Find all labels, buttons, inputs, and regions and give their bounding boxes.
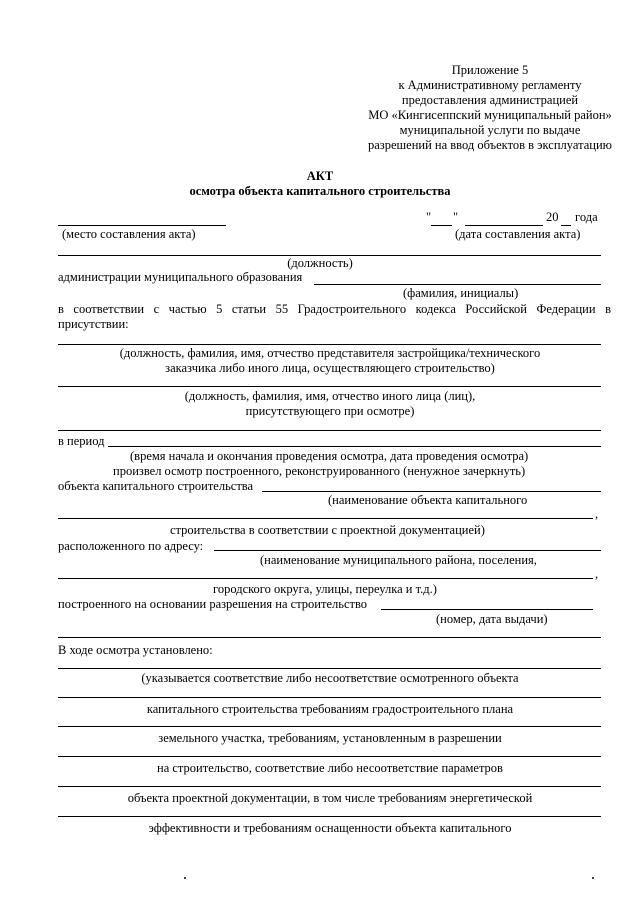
- findings-label: В ходе осмотра установлено:: [58, 643, 213, 657]
- appendix-line-3: предоставления администрацией: [401, 93, 579, 107]
- findings-caption: объекта проектной документации, в том числе требованиям энергетической: [127, 791, 533, 805]
- place-caption: (место составления акта): [62, 227, 196, 241]
- object-line: [262, 491, 601, 492]
- appendix-line-5: муниципальной услуги по выдаче: [399, 123, 581, 137]
- scan-speck: [592, 877, 594, 879]
- scan-speck: [184, 877, 186, 879]
- day-line: [431, 225, 452, 226]
- developer-line: [58, 344, 601, 345]
- findings-line-5: [58, 786, 601, 787]
- document-title: АКТ: [306, 169, 334, 183]
- address-line-2: [58, 578, 593, 579]
- month-line: [465, 225, 543, 226]
- findings-caption: эффективности и требованиям оснащенности объекта капитального: [148, 821, 512, 835]
- findings-line-2: [58, 697, 601, 698]
- period-label: в период: [58, 434, 105, 448]
- object-line-2: [58, 518, 593, 519]
- findings-caption: на строительство, соответствие либо несоответствие параметров: [157, 761, 503, 775]
- date-quote-close: ": [453, 210, 459, 224]
- permit-line: [381, 609, 593, 610]
- address-caption-2: городского округа, улицы, переулка и т.д.): [213, 582, 437, 596]
- findings-line-6: [58, 816, 601, 817]
- other-caption-2: присутствующего при осмотре): [245, 404, 415, 418]
- other-caption-1: (должность, фамилия, имя, отчество иного лица (лиц),: [184, 389, 476, 403]
- date-quote-open: ": [426, 210, 432, 224]
- object-label: объекта капитального строительства: [58, 479, 254, 493]
- place-line: [58, 225, 226, 226]
- accordance-text: в соответствии с частью 5 статьи 55 Градостроительного кодекса Российской Федерации в: [58, 302, 611, 316]
- findings-line-3: [58, 726, 601, 727]
- position-caption: (должность): [287, 256, 353, 270]
- inspection-text: произвел осмотр построенного, реконструированного (ненужное зачеркнуть): [113, 464, 526, 478]
- address-line: [214, 550, 601, 551]
- year-line: [561, 225, 571, 226]
- address-comma: ,: [595, 567, 599, 581]
- object-caption-1: (наименование объекта капитального: [328, 493, 528, 507]
- appendix-number: Приложение 5: [451, 63, 529, 77]
- findings-line-4: [58, 756, 601, 757]
- period-caption: (время начала и окончания проведения осмотра, дата проведения осмотра): [130, 449, 529, 463]
- developer-caption-2: заказчика либо иного лица, осуществляющего строительство): [165, 361, 495, 375]
- appendix-line-4: МО «Кингисеппский муниципальный район»: [368, 108, 612, 122]
- appendix-line-2: к Административному регламенту: [398, 78, 582, 92]
- period-top-line: [58, 430, 601, 431]
- fio-caption: (фамилия, инициалы): [403, 286, 519, 300]
- address-caption-1: (наименование муниципального района, поселения,: [260, 553, 537, 567]
- other-line: [58, 386, 601, 387]
- findings-line-1: [58, 668, 601, 669]
- permit-caption: (номер, дата выдачи): [436, 612, 548, 626]
- findings-top-line: [58, 637, 601, 638]
- findings-caption: капитального строительства требованиям градостроительного плана: [146, 702, 514, 716]
- developer-caption-1: (должность, фамилия, имя, отчество представителя застройщика/технического: [119, 346, 541, 360]
- fio-line: [314, 284, 601, 285]
- date-caption: (дата составления акта): [455, 227, 581, 241]
- appendix-line-6: разрешений на ввод объектов в эксплуатацию: [368, 138, 612, 152]
- permit-label: построенного на основании разрешения на строительство: [58, 597, 368, 611]
- address-label: расположенного по адресу:: [58, 539, 204, 553]
- period-line: [108, 446, 601, 447]
- document-subtitle: осмотра объекта капитального строительства: [189, 184, 451, 198]
- year-suffix: года: [575, 210, 598, 224]
- object-comma: ,: [595, 507, 599, 521]
- admin-label: администрации муниципального образования: [58, 270, 303, 284]
- findings-caption: земельного участка, требованиям, установленным в разрешении: [158, 731, 502, 745]
- object-caption-2: строительства в соответствии с проектной документацией): [170, 523, 485, 537]
- findings-caption: (указывается соответствие либо несоответствие осмотренного объекта: [141, 671, 519, 685]
- year-prefix: 20: [546, 210, 559, 224]
- presence-label: присутствии:: [58, 317, 129, 331]
